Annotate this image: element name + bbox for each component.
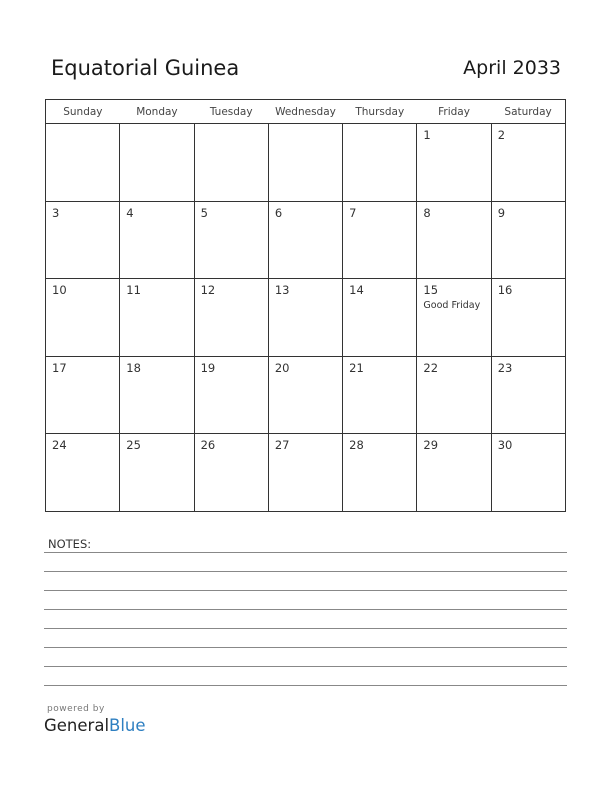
weekday-header: Friday bbox=[417, 100, 491, 124]
day-number: 16 bbox=[497, 283, 513, 297]
notes-line bbox=[44, 685, 567, 686]
day-number: 26 bbox=[200, 438, 216, 452]
notes-line bbox=[44, 552, 567, 553]
notes-line bbox=[44, 571, 567, 572]
weekday-header: Saturday bbox=[491, 100, 565, 124]
day-number: 18 bbox=[126, 360, 141, 375]
day-number: 19 bbox=[200, 360, 216, 375]
calendar-day-cell bbox=[46, 279, 120, 357]
notes-label: NOTES: bbox=[48, 537, 92, 551]
calendar-day-cell bbox=[491, 124, 565, 202]
calendar-day-cell bbox=[268, 434, 342, 512]
calendar-day-cell bbox=[194, 279, 268, 357]
calendar-day-cell bbox=[46, 124, 120, 202]
day-number: 12 bbox=[200, 283, 216, 297]
day-number bbox=[46, 124, 119, 128]
calendar-day-cell bbox=[194, 124, 268, 202]
calendar-country-title: Equatorial Guinea bbox=[51, 56, 240, 80]
calendar-day-cell bbox=[194, 201, 268, 279]
calendar-day-cell bbox=[343, 434, 417, 512]
notes-line bbox=[44, 628, 567, 629]
day-number: 2 bbox=[497, 128, 506, 142]
calendar-week-row bbox=[46, 434, 566, 512]
day-number bbox=[195, 124, 268, 128]
notes-line bbox=[44, 647, 567, 648]
day-number: 25 bbox=[126, 438, 141, 452]
weekday-header: Wednesday bbox=[268, 100, 342, 124]
day-number: 9 bbox=[497, 205, 506, 220]
day-number: 10 bbox=[52, 283, 67, 297]
calendar-day-cell bbox=[46, 201, 120, 279]
weekday-header: Tuesday bbox=[194, 100, 268, 124]
day-number: 7 bbox=[349, 205, 357, 220]
calendar-day-cell bbox=[120, 356, 194, 434]
calendar-day-cell bbox=[120, 434, 194, 512]
calendar-week-row bbox=[46, 201, 566, 279]
day-number: 15 bbox=[423, 283, 439, 297]
brand-blue-text: Blue bbox=[109, 716, 146, 735]
calendar-day-cell bbox=[417, 201, 491, 279]
day-number: 21 bbox=[349, 360, 364, 375]
calendar-day-cell bbox=[120, 279, 194, 357]
day-number: 14 bbox=[349, 283, 364, 297]
calendar-day-cell bbox=[343, 201, 417, 279]
notes-line bbox=[44, 666, 567, 667]
brand-general-text: General bbox=[44, 716, 110, 735]
day-number: 17 bbox=[52, 360, 67, 375]
weekday-header: Sunday bbox=[46, 100, 120, 124]
calendar-day-cell bbox=[417, 124, 491, 202]
day-number: 13 bbox=[274, 283, 290, 297]
day-number: 30 bbox=[497, 438, 513, 452]
day-number: 22 bbox=[423, 360, 439, 375]
day-number: 1 bbox=[423, 128, 431, 142]
day-number: 29 bbox=[423, 438, 439, 452]
calendar-day-cell bbox=[417, 434, 491, 512]
calendar-day-cell bbox=[491, 201, 565, 279]
calendar-day-cell bbox=[491, 434, 565, 512]
calendar-day-cell bbox=[417, 356, 491, 434]
day-number bbox=[120, 124, 193, 128]
weekday-header: Monday bbox=[120, 100, 194, 124]
calendar-day-cell bbox=[343, 279, 417, 357]
notes-line bbox=[44, 609, 567, 610]
calendar-day-cell bbox=[268, 124, 342, 202]
day-number: 8 bbox=[423, 205, 431, 220]
notes-line bbox=[44, 590, 567, 591]
calendar-week-row bbox=[46, 279, 566, 357]
day-number: 5 bbox=[200, 205, 208, 220]
powered-by-text: powered by bbox=[47, 704, 105, 714]
day-number: 28 bbox=[349, 438, 364, 452]
calendar-week-row bbox=[46, 356, 566, 434]
day-number: 4 bbox=[126, 205, 134, 220]
calendar-day-cell bbox=[343, 356, 417, 434]
day-number: 24 bbox=[52, 438, 67, 452]
calendar-day-cell bbox=[343, 124, 417, 202]
calendar-day-cell bbox=[194, 356, 268, 434]
day-number: 20 bbox=[274, 360, 290, 375]
holiday-label: Good Friday bbox=[423, 300, 481, 311]
day-number: 3 bbox=[52, 205, 60, 220]
day-number: 27 bbox=[274, 438, 290, 452]
calendar-week-row bbox=[46, 124, 566, 202]
calendar-day-cell bbox=[46, 434, 120, 512]
weekday-header-row bbox=[46, 100, 566, 124]
day-number bbox=[343, 124, 416, 128]
generalblue-logo bbox=[44, 716, 146, 735]
calendar-day-cell bbox=[491, 356, 565, 434]
calendar-day-cell bbox=[417, 279, 491, 357]
calendar-day-cell bbox=[120, 201, 194, 279]
calendar-day-cell bbox=[120, 124, 194, 202]
weekday-header: Thursday bbox=[343, 100, 417, 124]
calendar-day-cell bbox=[46, 356, 120, 434]
calendar-day-cell bbox=[491, 279, 565, 357]
day-number: 6 bbox=[274, 205, 283, 220]
day-number bbox=[269, 124, 342, 128]
calendar-body bbox=[46, 124, 566, 512]
calendar-grid bbox=[45, 99, 566, 512]
calendar-day-cell bbox=[268, 201, 342, 279]
day-number: 23 bbox=[497, 360, 513, 375]
day-number: 11 bbox=[126, 283, 141, 297]
calendar-day-cell bbox=[194, 434, 268, 512]
calendar-day-cell bbox=[268, 356, 342, 434]
calendar-month-title: April 2033 bbox=[463, 57, 561, 79]
calendar-day-cell bbox=[268, 279, 342, 357]
